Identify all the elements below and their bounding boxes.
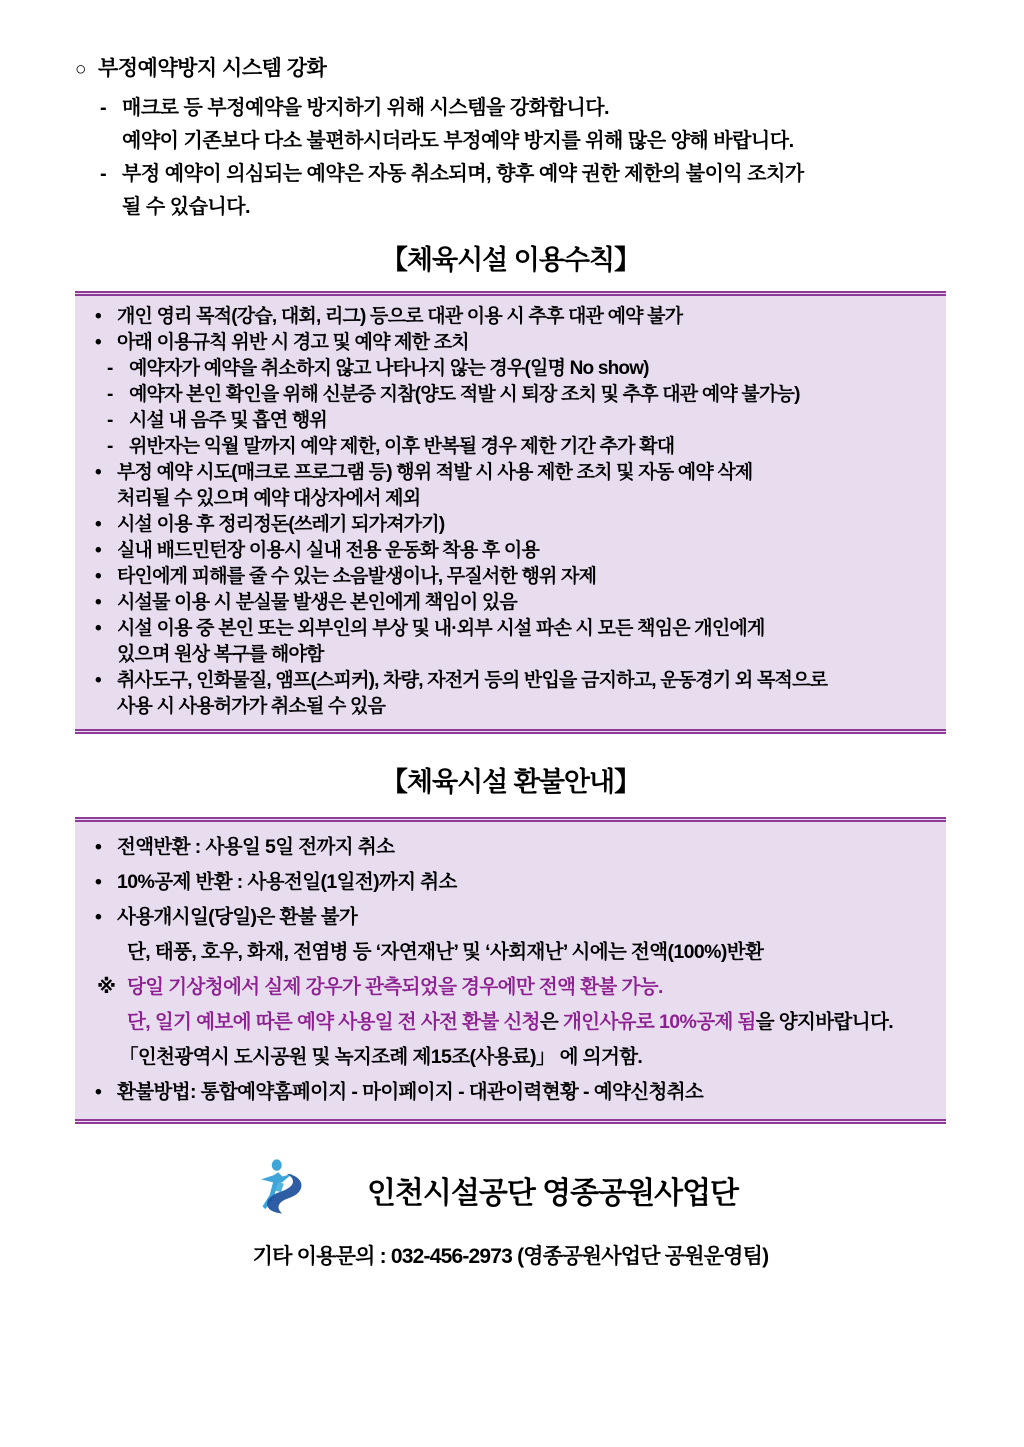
bullet-marker: -: [100, 163, 107, 185]
list-item-text: 타인에게 피해를 줄 수 있는 소음발생이나, 무질서한 행위 자제: [117, 566, 597, 587]
bullet-marker: •: [95, 836, 102, 858]
list-item: [75, 191, 946, 224]
list-item-text: 당일 기상청에서 실제 강우가 관측되었을 경우에만 전액 환불 가능.: [127, 976, 663, 998]
list-item: [85, 382, 936, 408]
bullet-marker: •: [95, 871, 102, 893]
contact-info: 기타 이용문의 : 032-456-2973 (영종공원사업단 공원운영팀): [252, 1245, 769, 1268]
bullet-marker: -: [107, 410, 113, 431]
intro-heading-text: 부정예약방지 시스템 강화: [97, 57, 327, 80]
list-item-text: 단, 태풍, 호우, 화재, 전염병 등 ‘자연재난’ 및 ‘사회재난’ 시에는 전액(100%)반환: [127, 941, 764, 963]
refund-guide-list: [85, 830, 936, 1110]
bullet-marker: •: [95, 618, 101, 639]
list-item-text: 예약자 본인 확인을 위해 신분증 지참(양도 적발 시 퇴장 조치 및 추후 대관 예약 불가능): [129, 384, 800, 405]
bullet-marker: •: [95, 332, 101, 353]
list-item: [75, 92, 946, 125]
bullet-marker: •: [95, 906, 102, 928]
list-item-text: 실내 배드민턴장 이용시 실내 전용 운동화 착용 후 이용: [117, 540, 540, 561]
list-item-text: 개인 영리 목적(강습, 대회, 리그) 등으로 대관 이용 시 추후 대관 예약 불가: [117, 306, 683, 327]
list-item: [85, 538, 936, 564]
list-item: [85, 408, 936, 434]
list-item-text: 단, 일기 예보에 따른 예약 사용일 전 사전 환불 신청은 개인사유로 10%공제 됨을 양지바랍니다.: [127, 1011, 894, 1033]
list-item-text: 처리될 수 있으며 예약 대상자에서 제외: [117, 488, 421, 509]
list-item-text: 아래 이용규칙 위반 시 경고 및 예약 제한 조치: [117, 332, 469, 353]
facility-rules-title: 【체육시설 이용수칙】: [380, 245, 641, 275]
refund-guide-box: [75, 817, 946, 1124]
bullet-marker: •: [95, 592, 101, 613]
list-item: [85, 564, 936, 590]
footer-brand: [35, 1158, 946, 1222]
list-item: [85, 935, 936, 970]
list-item: [75, 158, 946, 191]
list-item: [85, 590, 936, 616]
list-item-text: 부정 예약 시도(매크로 프로그램 등) 행위 적발 시 사용 제한 조치 및 자동 예약 삭제: [117, 462, 753, 483]
bullet-marker: •: [95, 514, 101, 535]
list-item-text: 전액반환 : 사용일 5일 전까지 취소: [117, 836, 395, 858]
list-item: [85, 694, 936, 720]
list-item-text: 매크로 등 부정예약을 방지하기 위해 시스템을 강화합니다.: [122, 97, 610, 119]
list-item: [85, 668, 936, 694]
list-item: [85, 970, 936, 1005]
facility-rules-list: [85, 304, 936, 720]
bullet-marker: •: [95, 540, 101, 561]
list-item: [85, 330, 936, 356]
list-item: [85, 865, 936, 900]
bullet-marker: •: [95, 566, 101, 587]
bullet-marker: -: [107, 436, 113, 457]
list-item-text: 시설물 이용 시 분실물 발생은 본인에게 책임이 있음: [117, 592, 517, 613]
bullet-marker: -: [107, 358, 113, 379]
incheon-facilities-logo-icon: [243, 1158, 319, 1222]
list-item: [85, 900, 936, 935]
list-item: [85, 356, 936, 382]
intro-heading: [75, 52, 946, 82]
list-item: [85, 1040, 936, 1075]
list-item: [85, 512, 936, 538]
bullet-marker: •: [95, 670, 101, 691]
list-item-text: 될 수 있습니다.: [122, 196, 251, 218]
bullet-marker: ※: [97, 976, 116, 998]
bullet-marker: -: [107, 384, 113, 405]
refund-guide-title: 【체육시설 환불안내】: [380, 767, 641, 797]
list-item-text: 예약자가 예약을 취소하지 않고 나타나지 않는 경우(일명 No show): [129, 358, 649, 379]
list-item-text: 취사도구, 인화물질, 앰프(스피커), 차량, 자전거 등의 반입을 금지하고, 운동경기 외 목적으로: [117, 670, 828, 691]
list-item: [85, 304, 936, 330]
list-item-text: 있으며 원상 복구를 해야함: [117, 644, 324, 665]
list-item-text: 위반자는 익월 말까지 예약 제한, 이후 반복될 경우 제한 기간 추가 확대: [129, 436, 675, 457]
list-item: [85, 460, 936, 486]
list-item: [85, 1005, 936, 1040]
bullet-marker: -: [100, 97, 107, 119]
footer: [75, 1158, 946, 1270]
list-item-text: 환불방법: 통합예약홈페이지 - 마이페이지 - 대관이력현황 - 예약신청취소: [117, 1081, 704, 1103]
list-item: [85, 434, 936, 460]
circle-marker: ○: [75, 59, 86, 80]
list-item-text: 예약이 기존보다 다소 불편하시더라도 부정예약 방지를 위해 많은 양해 바랍니다.: [122, 130, 794, 152]
list-item: [75, 125, 946, 158]
list-item: [85, 642, 936, 668]
list-item: [85, 830, 936, 865]
list-item-text: 시설 이용 후 정리정돈(쓰레기 되가져가기): [117, 514, 445, 535]
list-item-text: 사용 시 사용허가가 취소될 수 있음: [117, 696, 386, 717]
list-item-text: 시설 내 음주 및 흡연 행위: [129, 410, 327, 431]
bullet-marker: •: [95, 462, 101, 483]
list-item: [85, 616, 936, 642]
list-item: [85, 1075, 936, 1110]
intro-list: [75, 92, 946, 224]
bullet-marker: •: [95, 306, 101, 327]
list-item-text: 사용개시일(당일)은 환불 불가: [117, 906, 358, 928]
list-item: [85, 486, 936, 512]
organization-name: 인천시설공단 영종공원사업단: [366, 1177, 739, 1210]
list-item-text: 부정 예약이 의심되는 예약은 자동 취소되며, 향후 예약 권한 제한의 불이익 조치가: [122, 163, 804, 185]
facility-rules-box: [75, 291, 946, 734]
list-item-text: 시설 이용 중 본인 또는 외부인의 부상 및 내·외부 시설 파손 시 모든 책임은 개인에게: [117, 618, 765, 639]
list-item-text: 「인천광역시 도시공원 및 녹지조례 제15조(사용료)」 에 의거함.: [119, 1046, 643, 1068]
bullet-marker: •: [95, 1081, 102, 1103]
list-item-text: 10%공제 반환 : 사용전일(1일전)까지 취소: [117, 871, 457, 893]
